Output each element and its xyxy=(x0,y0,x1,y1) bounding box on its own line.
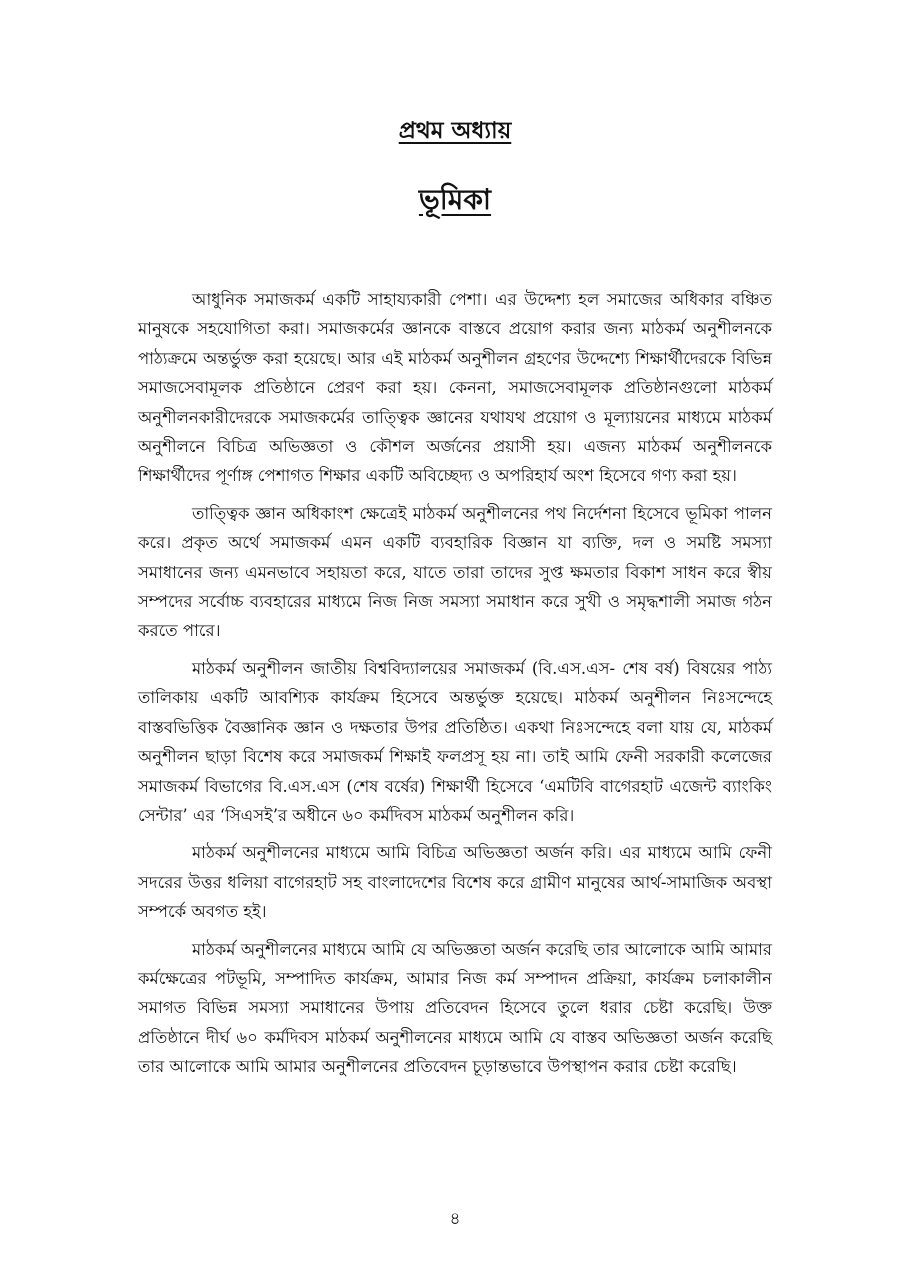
section-title: ভূমিকা xyxy=(418,183,492,216)
paragraph: মাঠকর্ম অনুশীলনের মাধ্যমে আমি যে অভিজ্ঞতা অর্জন করেছি তার আলোকে আমি আমার কর্মক্ষেত্রের পটভূমি, সম্পাদিত কার্যক্রম, আমার নিজ কর্ম সম্পাদন প্রক্রিয়া, কার্যক্রম চলাকালীন সমাগত বিভিন্ন সমস্যা সমাধানের উপায় প্রতিবেদন হিসেবে তুলে ধরার চেষ্টা করেছি। উক্ত প্রতিষ্ঠানে দীর্ঘ ৬০ কর্মদিবস মাঠকর্ম অনুশীলনের মাধ্যমে আমি যে বাস্তব অভিজ্ঞতা অর্জন করেছি তার আলোকে আমি আমার অনুশীলনের প্রতিবেদন চূড়ান্তভাবে উপস্থাপন করার চেষ্টা করেছি। xyxy=(138,939,772,1077)
paragraph: মাঠকর্ম অনুশীলন জাতীয় বিশ্ববিদ্যালয়ের সমাজকর্ম (বি.এস.এস- শেষ বর্ষ) বিষয়ের পাঠ্য তালিকায় একটি আবশ্যিক কার্যক্রম হিসেবে অন্তর্ভুক্ত হয়েছে। মাঠকর্ম অনুশীলন নিঃসন্দেহে বাস্তবভিত্তিক বৈজ্ঞানিক জ্ঞান ও দক্ষতার উপর প্রতিষ্ঠিত। একথা নিঃসন্দেহে বলা যায় যে, মাঠকর্ম অনুশীলন ছাড়া বিশেষ করে সমাজকর্ম শিক্ষাই ফলপ্রসূ হয় না। তাই আমি ফেনী সরকারী কলেজের সমাজকর্ম বিভাগের বি.এস.এস (শেষ বর্ষের) শিক্ষার্থী হিসেবে ‘এমটিবি বাগেরহাট এজেন্ট ব্যাংকিং সেন্টার’ এর ‘সিএসই’র অধীনে ৬০ কর্মদিবস মাঠকর্ম অনুশীলন করি। xyxy=(138,658,772,825)
paragraph: তাত্ত্বিক জ্ঞান অধিকাংশ ক্ষেত্রেই মাঠকর্ম অনুশীলনের পথ নির্দেশনা হিসেবে ভূমিকা পালন করে। প্রকৃত অর্থে সমাজকর্ম এমন একটি ব্যবহারিক বিজ্ঞান যা ব্যক্তি, দল ও সমষ্টি সমস্যা সমাধানের জন্য এমনভাবে সহায়তা করে, যাতে তারা তাদের সুপ্ত ক্ষমতার বিকাশ সাধন করে স্বীয় সম্পদের সর্বোচ্চ ব্যবহারের মাধ্যমে নিজ নিজ সমস্যা সমাধান করে সুখী ও সমৃদ্ধশালী সমাজ গঠন করতে পারে। xyxy=(138,503,772,641)
paragraph: আধুনিক সমাজকর্ম একটি সাহায্যকারী পেশা। এর উদ্দেশ্য হল সমাজের অধিকার বঞ্চিত মানুষকে সহযোগিতা করা। সমাজকর্মের জ্ঞানকে বাস্তবে প্রয়োগ করার জন্য মাঠকর্ম অনুশীলনকে পাঠ্যক্রমে অন্তর্ভুক্ত করা হয়েছে। আর এই মাঠকর্ম অনুশীলন গ্রহণের উদ্দেশ্যে শিক্ষার্থীদেরকে বিভিন্ন সমাজসেবামূলক প্রতিষ্ঠানে প্রেরণ করা হয়। কেননা, সমাজসেবামূলক প্রতিষ্ঠানগুলো মাঠকর্ম অনুশীলনকারীদেরকে সমাজকর্মের তাত্ত্বিক জ্ঞানের যথাযথ প্রয়োগ ও মূল্যায়নের মাধ্যমে মাঠকর্ম অনুশীলনে বিচিত্র অভিজ্ঞতা ও কৌশল অর্জনের প্রয়াসী হয়। এজন্য মাঠকর্ম অনুশীলনকে শিক্ষার্থীদের পূর্ণাঙ্গ পেশাগত শিক্ষার একটি অবিচ্ছেদ্য ও অপরিহার্য অংশ হিসেবে গণ্য করা হয়। xyxy=(138,290,772,486)
page-number: ৪ xyxy=(449,1209,461,1229)
chapter-title: প্রথম অধ্যায় xyxy=(398,117,512,144)
paragraph: মাঠকর্ম অনুশীলনের মাধ্যমে আমি বিচিত্র অভিজ্ঞতা অর্জন করি। এর মাধ্যমে আমি ফেনী সদরের উত্তর ধলিয়া বাগেরহাট সহ বাংলাদেশের বিশেষ করে গ্রামীণ মানুষের আর্থ-সামাজিক অবস্থা সম্পর্কে অবগত হই। xyxy=(138,843,772,922)
body-text xyxy=(138,285,772,1090)
